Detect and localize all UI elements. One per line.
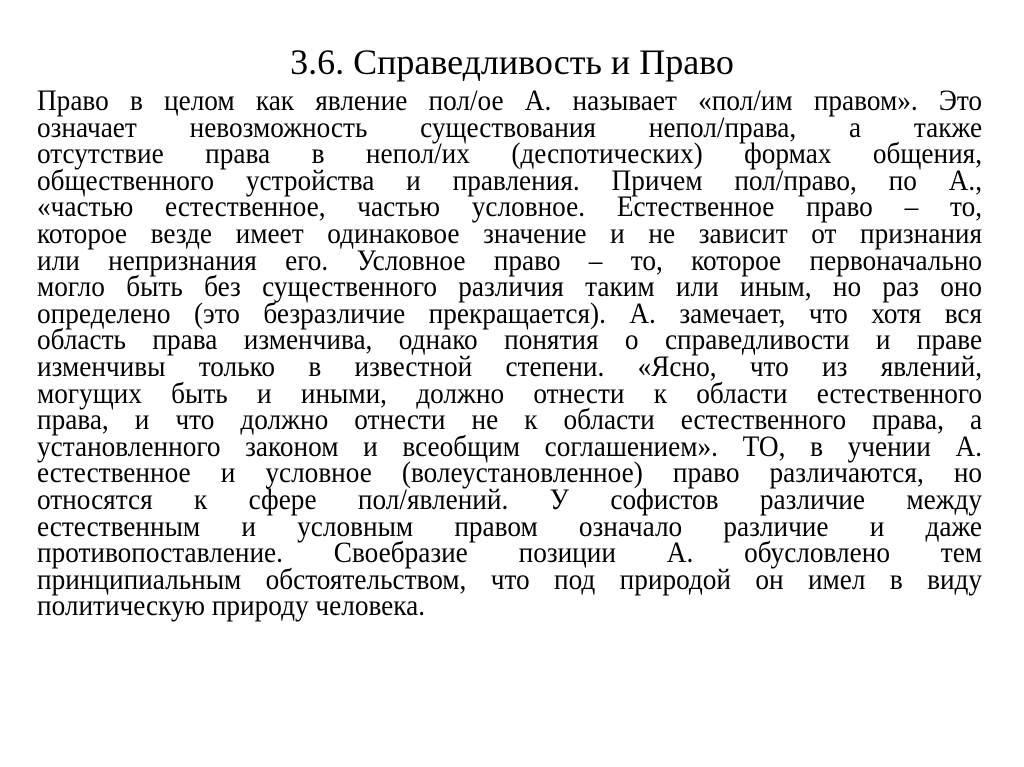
- text-line-last: политическую природу человека.: [37, 589, 426, 623]
- text-line: изменчивы только в известной степени. «Ясно, что из явлений,: [37, 349, 983, 383]
- text-line: отсутствие права в непол/их (деспотических) формах общения,: [37, 137, 983, 171]
- text-line: общественного устройства и правления. Причем пол/право, по А.,: [37, 163, 983, 197]
- text-line: область права изменчива, однако понятия о справедливости и праве: [37, 323, 983, 357]
- text-line: означает невозможность существования непол/права, а также: [37, 110, 983, 144]
- text-line: Право в целом как явление пол/ое А. называет «пол/им правом». Это: [37, 84, 983, 117]
- text-line: противопоставление. Своебразие позиции А. обусловлено тем: [37, 536, 983, 570]
- text-line: или непризнания его. Условное право – то, которое первоначально: [37, 243, 983, 277]
- text-line: могущих быть и иными, должно отнести к области естественного: [37, 376, 983, 410]
- text-line: принципиальным обстоятельством, что под природой он имел в виду: [37, 562, 983, 596]
- slide-body-text: [37, 84, 983, 623]
- text-line: «частью естественное, частью условное. Естественное право – то,: [37, 190, 983, 224]
- text-line: которое везде имеет одинаковое значение и не зависит от признания: [37, 216, 983, 250]
- text-line: могло быть без существенного различия таким или иным, но раз оно: [37, 270, 983, 304]
- text-line: установленного законом и всеобщим соглашением». ТО, в учении А.: [37, 429, 983, 463]
- text-line: права, и что должно отнести не к области естественного права, а: [37, 403, 983, 437]
- text-line: естественное и условное (волеустановленное) право различаются, но: [37, 456, 983, 490]
- text-line: относятся к сфере пол/явлений. У софистов различие между: [37, 482, 983, 516]
- slide-title: 3.6. Справедливость и Право: [290, 42, 734, 82]
- text-line: естественным и условным правом означало различие и даже: [37, 509, 983, 543]
- text-line: определено (это безразличие прекращается). А. замечает, что хотя вся: [37, 296, 983, 330]
